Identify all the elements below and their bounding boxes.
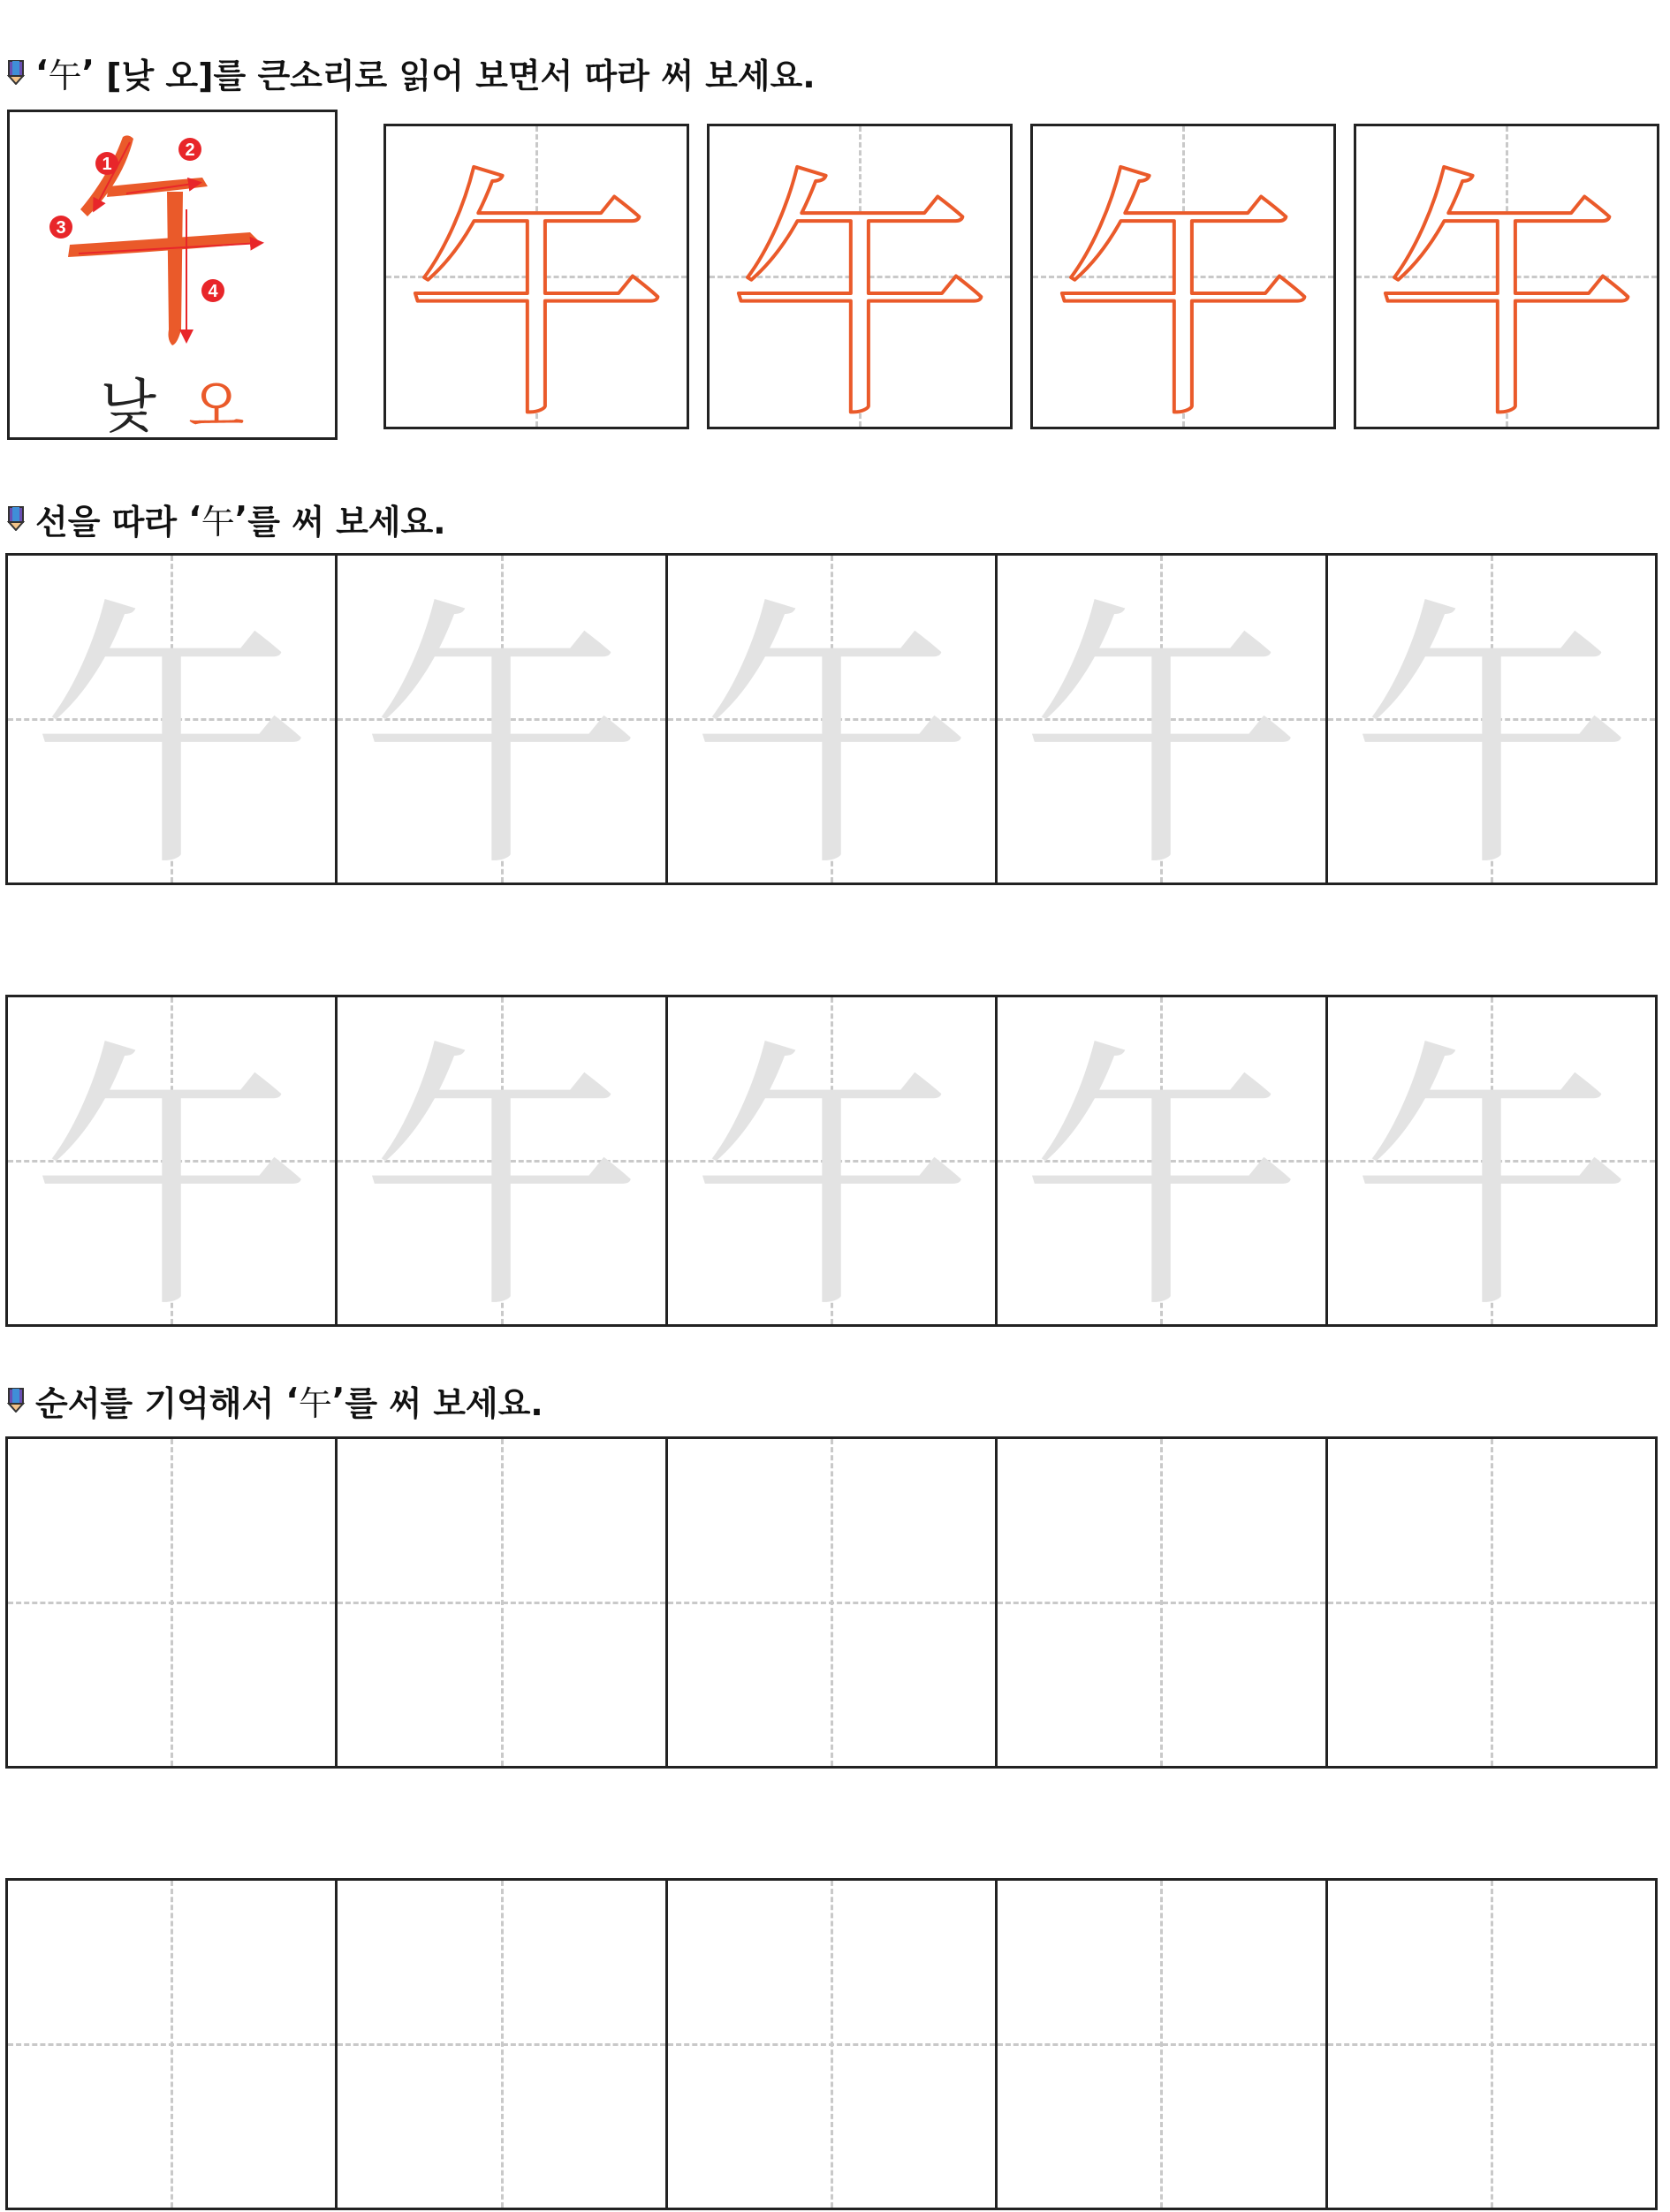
svg-text:午: 午	[360, 577, 643, 883]
target-hanja: 午	[48, 56, 82, 95]
quote-open: ‘	[35, 53, 49, 92]
guide-line-horizontal	[338, 2043, 664, 2046]
instruction-read-aloud	[7, 48, 816, 97]
svg-text:午: 午	[1051, 146, 1316, 427]
svg-text:午: 午	[1349, 1019, 1633, 1324]
guide-line-horizontal	[1328, 2043, 1655, 2046]
svg-text:2: 2	[185, 140, 195, 160]
svg-text:午: 午	[404, 146, 669, 427]
instruction-text: [낮 오]를 큰소리로 읽어 보면서 따라 써 보세요.	[94, 56, 816, 95]
practice-cell[interactable]	[1328, 1439, 1655, 1766]
hanja-reading	[10, 360, 335, 443]
svg-text:3: 3	[56, 218, 66, 238]
trace-cell[interactable]	[1328, 997, 1655, 1324]
trace-hanja	[8, 556, 335, 883]
practice-cell[interactable]	[668, 1439, 998, 1766]
stroke-order-model	[7, 110, 338, 440]
svg-text:午: 午	[1020, 577, 1303, 883]
instruction-text-end: 를 써 보세요.	[345, 1383, 543, 1423]
trace-cell[interactable]	[338, 997, 667, 1324]
trace-cell[interactable]	[8, 556, 338, 883]
guide-line-horizontal	[1328, 1602, 1655, 1604]
trace-hanja	[668, 997, 995, 1324]
target-hanja: 午	[201, 502, 235, 542]
quote-open: ‘	[188, 499, 201, 538]
trace-hanja	[998, 997, 1325, 1324]
outline-hanja	[1356, 126, 1657, 427]
guide-line-horizontal	[998, 2043, 1325, 2046]
guide-line-horizontal	[8, 2043, 335, 2046]
guide-line-horizontal	[998, 1602, 1325, 1604]
svg-text:午: 午	[30, 1019, 314, 1324]
instruction-text: 선을 따라	[35, 502, 189, 542]
outline-hanja	[710, 126, 1010, 427]
outline-hanja-box[interactable]	[1030, 124, 1336, 429]
trace-hanja	[8, 997, 335, 1324]
practice-cell[interactable]	[8, 1439, 338, 1766]
svg-text:午: 午	[1020, 1019, 1303, 1324]
instruction-trace	[7, 494, 446, 543]
outline-hanja	[386, 126, 687, 427]
guide-line-horizontal	[668, 1602, 995, 1604]
trace-row	[5, 995, 1658, 1327]
practice-row	[5, 1436, 1658, 1769]
svg-text:午: 午	[30, 577, 314, 883]
quote-open: ‘	[285, 1381, 299, 1420]
svg-text:午: 午	[1374, 146, 1639, 427]
svg-text:午: 午	[1349, 577, 1633, 883]
hanja-sound: 오	[188, 373, 245, 441]
stroke-number-badges	[49, 138, 224, 302]
guide-line-horizontal	[338, 1602, 664, 1604]
practice-row	[5, 1878, 1658, 2210]
outline-hanja-box[interactable]	[707, 124, 1013, 429]
trace-cell[interactable]	[1328, 556, 1655, 883]
outline-hanja-box[interactable]	[383, 124, 689, 429]
trace-cell[interactable]	[998, 997, 1327, 1324]
guide-line-horizontal	[668, 2043, 995, 2046]
trace-hanja	[668, 556, 995, 883]
svg-text:午: 午	[727, 146, 992, 427]
practice-cell[interactable]	[8, 1881, 338, 2208]
pencil-icon	[7, 1388, 25, 1413]
outline-hanja	[1033, 126, 1333, 427]
trace-hanja	[338, 997, 664, 1324]
practice-cell[interactable]	[1328, 1881, 1655, 2208]
trace-hanja	[998, 556, 1325, 883]
practice-cell[interactable]	[338, 1881, 667, 2208]
practice-cell[interactable]	[668, 1881, 998, 2208]
quote-close: ’	[81, 53, 95, 92]
svg-text:1: 1	[102, 155, 112, 174]
instruction-text-end: 를 써 보세요.	[247, 502, 446, 542]
svg-text:午: 午	[360, 1019, 643, 1324]
instruction-text: 순서를 기억해서	[35, 1383, 286, 1423]
trace-cell[interactable]	[668, 556, 998, 883]
hanja-meaning: 낮	[100, 373, 156, 441]
svg-text:午: 午	[690, 1019, 974, 1324]
trace-row	[5, 553, 1658, 885]
trace-hanja	[338, 556, 664, 883]
trace-cell[interactable]	[998, 556, 1327, 883]
outline-hanja-box[interactable]	[1354, 124, 1659, 429]
target-hanja: 午	[298, 1383, 332, 1423]
trace-cell[interactable]	[8, 997, 338, 1324]
guide-line-horizontal	[8, 1602, 335, 1604]
practice-cell[interactable]	[998, 1439, 1327, 1766]
pencil-icon	[7, 60, 25, 85]
instruction-memory	[7, 1375, 543, 1425]
trace-cell[interactable]	[338, 556, 667, 883]
trace-cell[interactable]	[668, 997, 998, 1324]
quote-close: ’	[234, 499, 248, 538]
trace-hanja	[1328, 997, 1655, 1324]
quote-close: ’	[331, 1381, 345, 1420]
svg-text:4: 4	[208, 282, 218, 301]
practice-cell[interactable]	[338, 1439, 667, 1766]
svg-text:午: 午	[690, 577, 974, 883]
trace-hanja	[1328, 556, 1655, 883]
pencil-icon	[7, 506, 25, 531]
practice-cell[interactable]	[998, 1881, 1327, 2208]
